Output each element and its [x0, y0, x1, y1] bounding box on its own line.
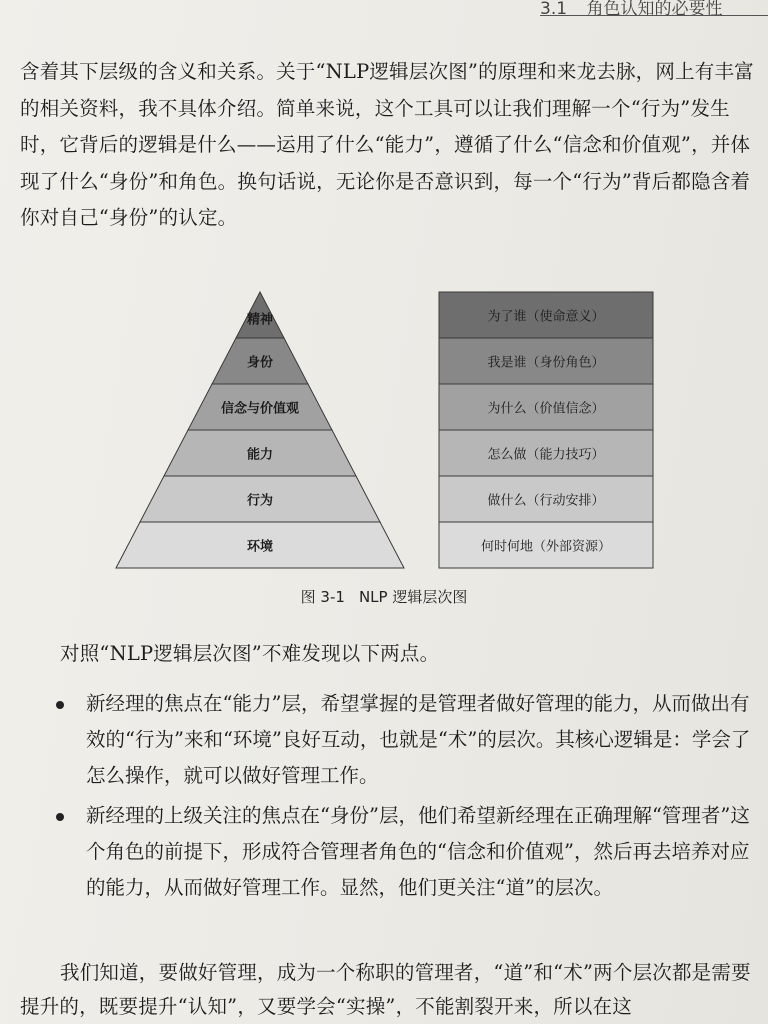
section-title: 角色认知的必要性: [586, 0, 723, 19]
running-header: [540, 0, 768, 19]
header-rule: [540, 15, 768, 16]
stack-label-2: 我是谁（身份角色）: [487, 355, 605, 371]
nlp-figure: [112, 290, 660, 590]
figure-title: NLP 逻辑层次图: [358, 588, 468, 606]
pyramid-label-6: 环境: [246, 539, 274, 555]
bullet-dot: [56, 701, 64, 709]
bullet-text-1: 新经理的焦点在“能力”层，希望掌握的是管理者做好管理的能力，从而做出有效的“行为”来和“环境”良好互动，也就是“术”的层次。其核心逻辑是：学会了怎么操作，就可以做好管理工作。: [86, 692, 751, 787]
figure-number: 图 3-1: [300, 588, 345, 606]
nlp-diagram: [112, 290, 660, 580]
stack-label-6: 何时何地（外部资源）: [480, 539, 612, 555]
figure-caption: [0, 586, 768, 607]
intro-paragraph: 含着其下层级的含义和关系。关于“NLP逻辑层次图”的原理和来龙去脉，网上有丰富的相关资料，我不具体介绍。简单来说，这个工具可以让我们理解一个“行为”发生时，它背后的逻辑是什么——运用了什么“能力”，遵循了什么“信念和价值观”，并体现了什么“身份”和角色。换句话说，无论你是否意识到，每一个“行为”背后都隐含着你对自己“身份”的认定。: [20, 60, 754, 229]
pyramid-label-2: 身份: [246, 355, 274, 371]
pyramid-label-3: 信念与价值观: [220, 401, 300, 417]
closing-paragraph: 我们知道，要做好管理，成为一个称职的管理者，“道”和“术”两个层次都是需要提升的，既要提升“认知”，又要学会“实操”，不能割裂开来，所以在这: [20, 961, 751, 1018]
stack-label-3: 为什么（价值信念）: [487, 401, 605, 417]
section-number: 3.1: [540, 0, 568, 19]
stack-label-1: 为了谁（使命意义）: [487, 309, 605, 325]
bullet-list: [54, 686, 764, 910]
pyramid-label-1: 精神: [246, 312, 274, 328]
pyramid-label-4: 能力: [246, 447, 274, 463]
pyramid-label-5: 行为: [246, 493, 274, 509]
stack-label-5: 做什么（行动安排）: [487, 493, 605, 509]
bullet-text-2: 新经理的上级关注的焦点在“身份”层，他们希望新经理在正确理解“管理者”这个角色的前提下，形成符合管理者角色的“信念和价值观”，然后再去培养对应的能力，从而做好管理工作。显然，他们更关注“道”的层次。: [86, 804, 750, 899]
comparison-intro: 对照“NLP逻辑层次图”不难发现以下两点。: [60, 642, 440, 665]
bullet-item-2: [54, 798, 764, 906]
bullet-item-1: [54, 686, 764, 794]
bullet-dot: [56, 813, 64, 821]
stack-label-4: 怎么做（能力技巧）: [487, 447, 605, 463]
